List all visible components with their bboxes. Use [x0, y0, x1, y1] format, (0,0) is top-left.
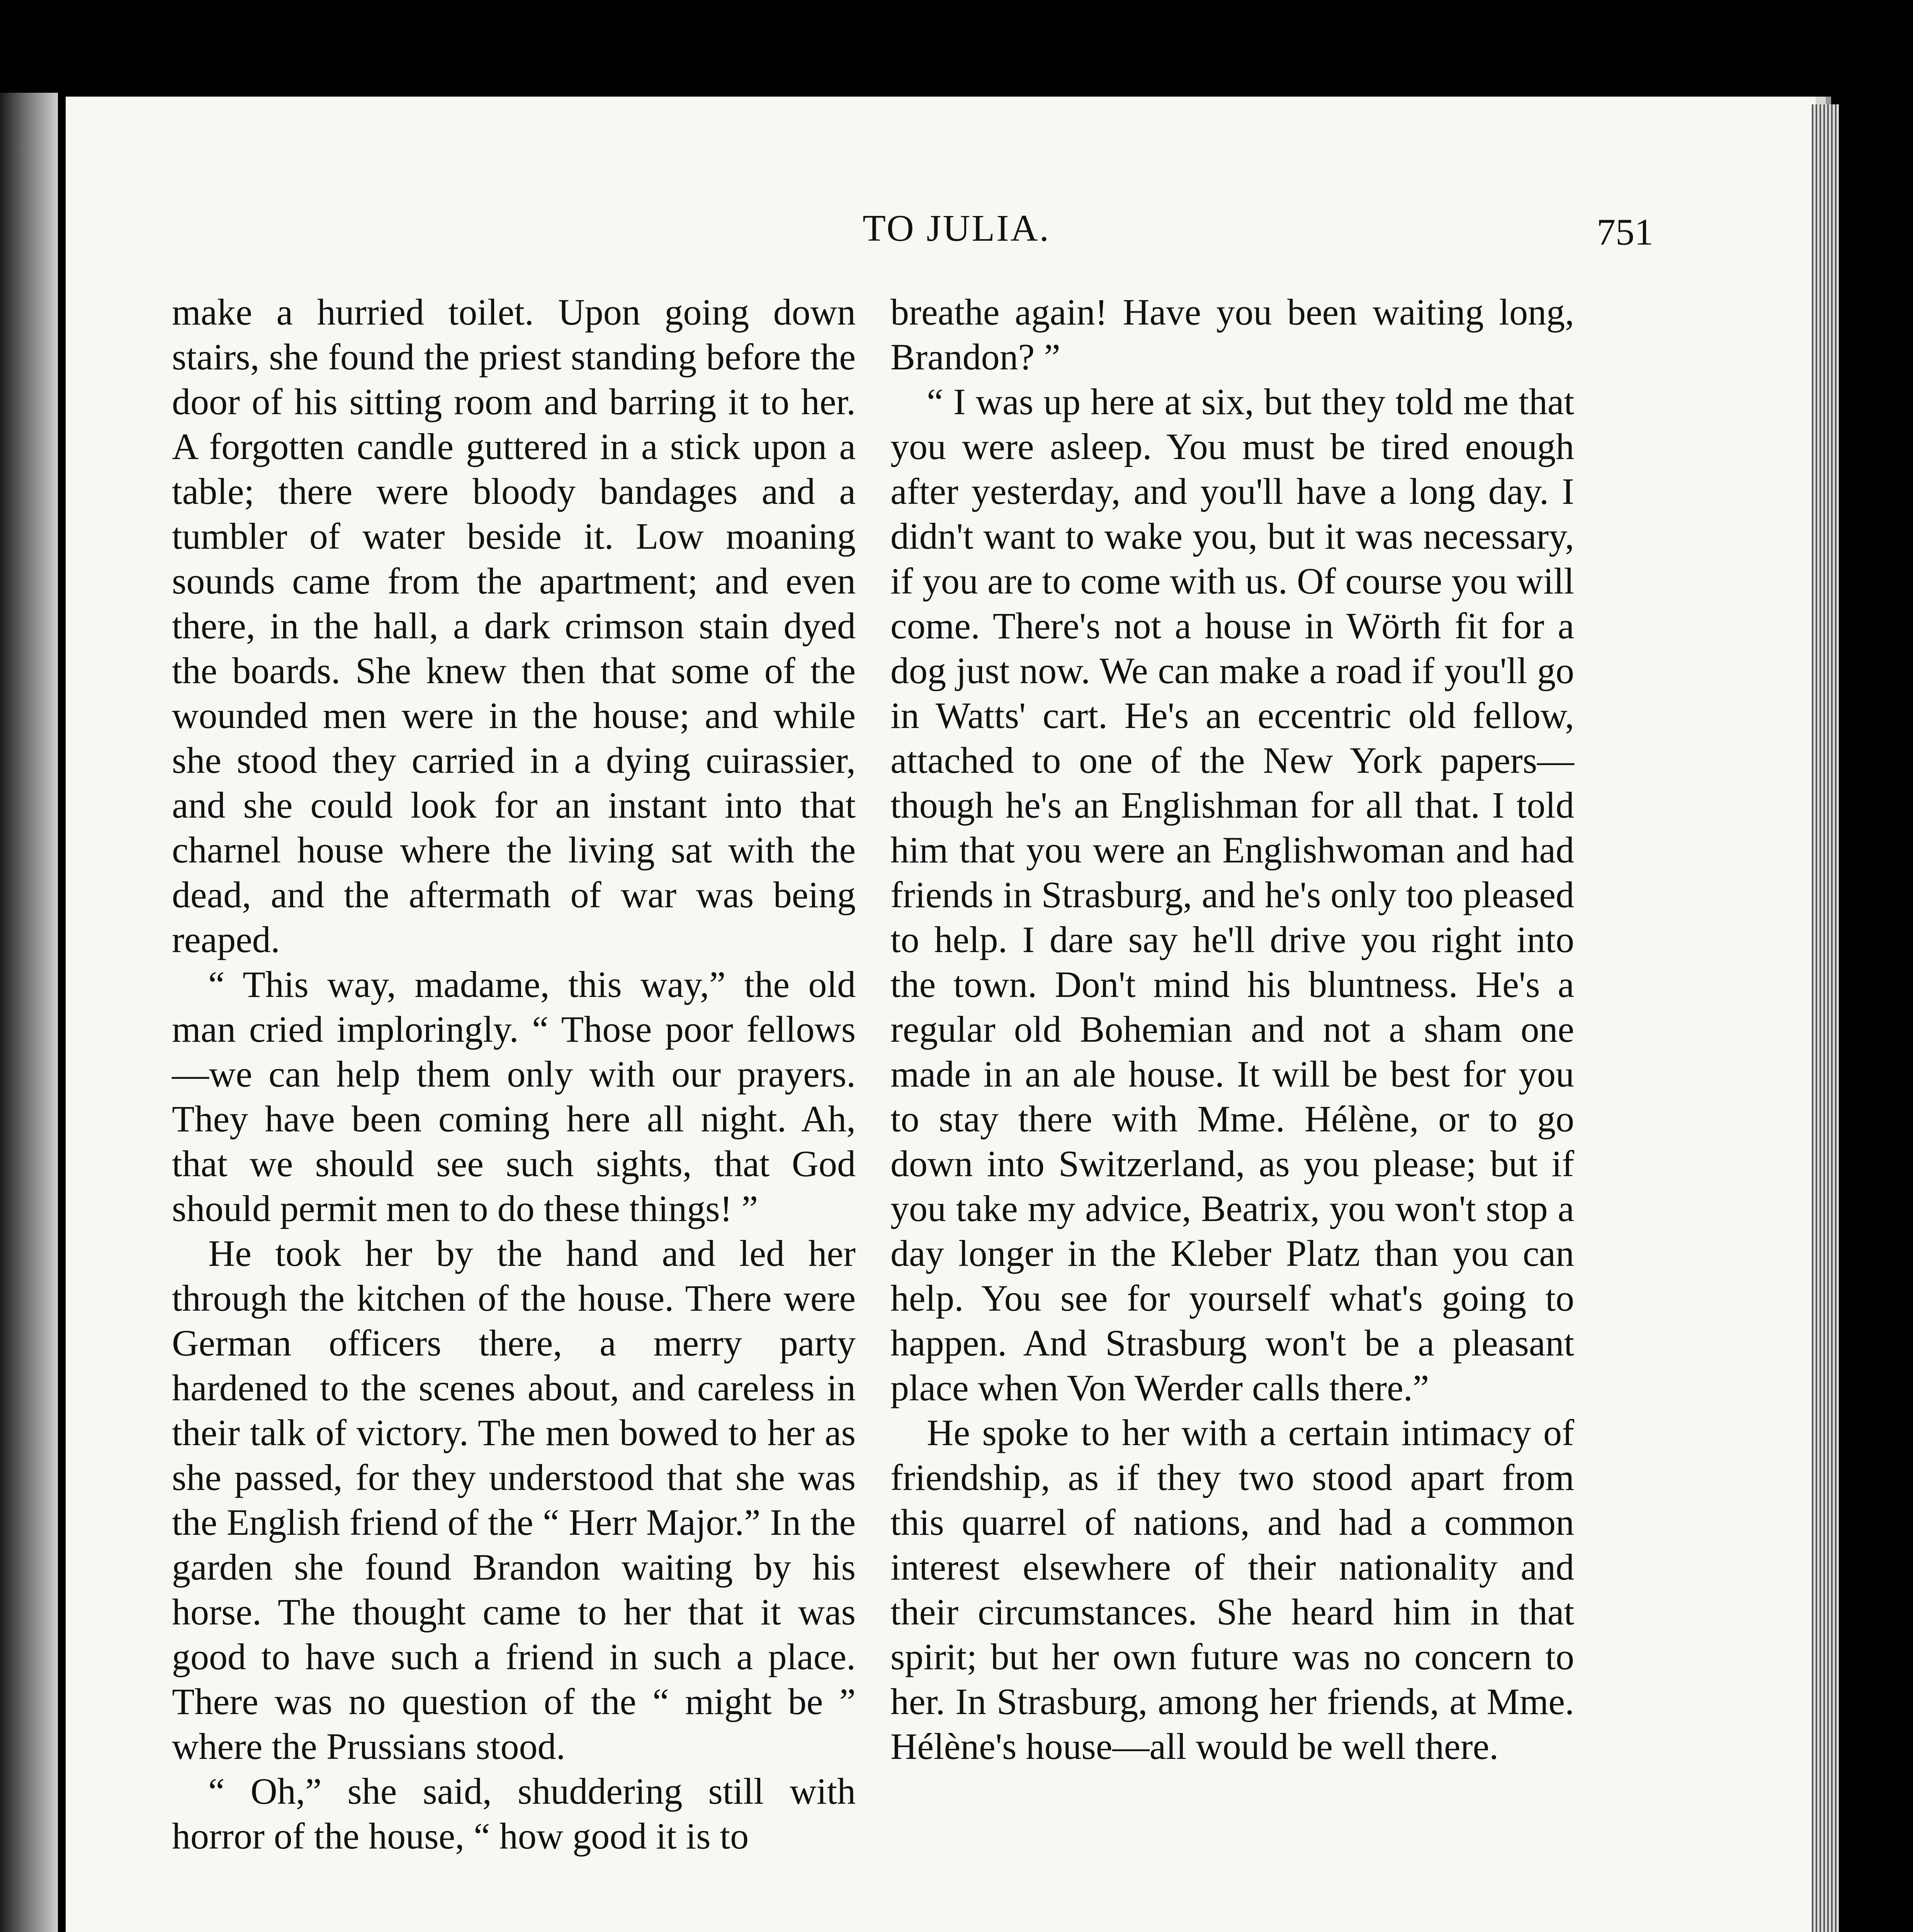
paragraph: He took her by the hand and led her through the kitchen of the house. There were German officers there, a merry party hardened to the scenes about, and careless in their talk of victory. The men bowed to her as she passed, for they understood that she was the English friend of the “ Herr Major.” In the garden she found Brandon waiting by his horse. The thought came to her that it was good to have such a friend in such a place. There was no question of the “ might be ” where the Prussians stood. [172, 1233, 856, 1767]
paragraph: breathe again! Have you been waiting long, Brandon? ” [890, 291, 1574, 378]
page-edge [1812, 104, 1839, 1932]
paragraph: “ Oh,” she said, shuddering still with horror of the house, “ how good it is to [172, 1770, 856, 1857]
paragraph: make a hurried toilet. Upon going down stairs, she found the priest standing before the door of his sitting room and barring it to her. A forgotten candle guttered in a stick upon a table; there were bloody bandages and a tumbler of water beside it. Low moaning sounds came from the apartment; and even there, in the hall, a dark crimson stain dyed the boards. She knew then that some of the wounded men were in the house; and while she stood they carried in a dying cuirassier, and she could look for an instant into that charnel house where the living sat with the dead, and the aftermath of war was being reaped. [172, 291, 856, 960]
right-column [890, 290, 1574, 1769]
binding-shadow [0, 93, 58, 1932]
paragraph: “ I was up here at six, but they told me that you were asleep. You must be tired enough after yesterday, and you'll have a long day. I didn't want to wake you, but it was necessary, if you are to come with us. Of course you will come. There's not a house in Wörth fit for a dog just now. We can make a road if you'll go in Watts' cart. He's an eccentric old fellow, attached to one of the New York papers—though he's an Englishman for all that. I told him that you were an Englishwoman and had friends in Strasburg, and he's only too pleased to help. I dare say he'll drive you right into the town. Don't mind his bluntness. He's a regular old Bohemian and not a sham one made in an ale house. It will be best for you to stay there with Mme. Hélène, or to go down into Switzerland, as you please; but if you take my advice, Beatrix, you won't stop a day longer in the Kleber Platz than you can help. You see for yourself what's going to happen. And Strasburg won't be a pleasant place when Von Werder calls there.” [890, 381, 1574, 1408]
left-column [172, 290, 856, 1859]
paragraph: He spoke to her with a certain intimacy of friendship, as if they two stood apart from this quarrel of nations, and had a common interest elsewhere of their nationality and their circumstances. She heard him in that spirit; but her own future was no concern to her. In Strasburg, among her friends, at Mme. Hélène's house—all would be well there. [890, 1412, 1574, 1767]
page-number: 751 [1597, 211, 1653, 253]
paragraph: “ This way, madame, this way,” the old man cried imploringly. “ Those poor fellows—we can help them only with our prayers. They have been coming here all night. Ah, that we should see such sights, that God should permit men to do these things! ” [172, 964, 856, 1229]
running-head: TO JULIA. [862, 207, 1051, 249]
